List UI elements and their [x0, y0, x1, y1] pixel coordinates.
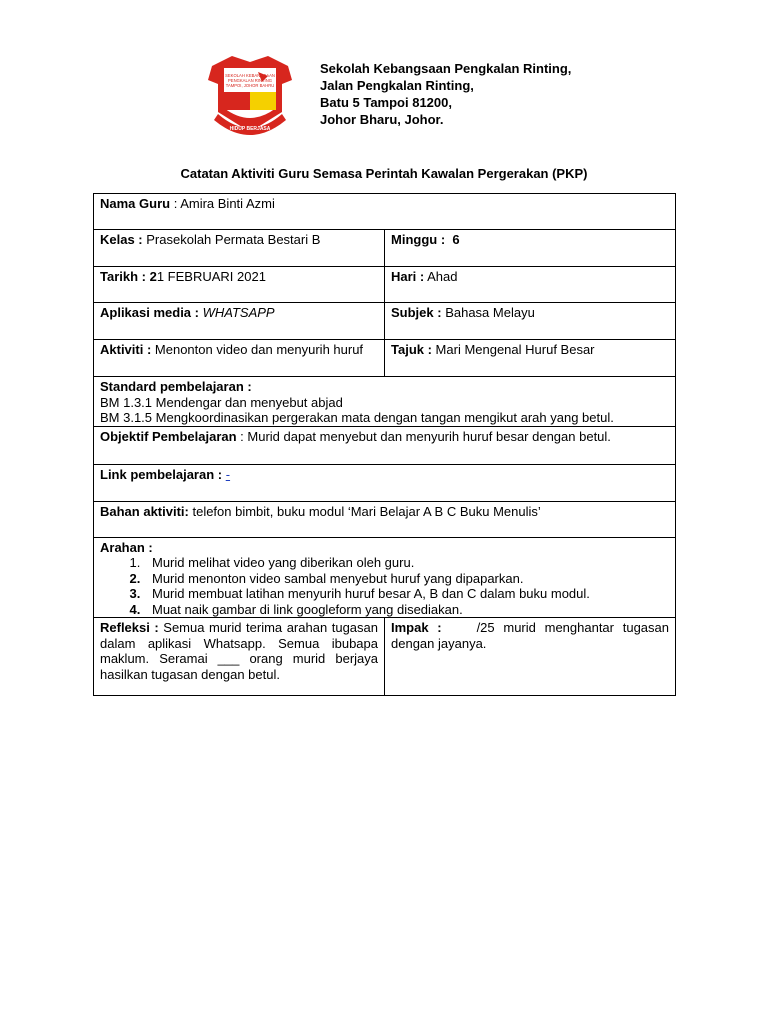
tajuk-cell: [385, 340, 676, 377]
nama-guru-sep: :: [170, 196, 181, 211]
link-cell: [94, 464, 676, 501]
nama-guru-value: Amira Binti Azmi: [180, 196, 275, 211]
minggu-cell: [385, 230, 676, 267]
refleksi-cell: [94, 618, 385, 696]
logo-motto: HIDUP BERJASA: [229, 126, 271, 132]
minggu-label: Minggu : 6: [391, 232, 460, 247]
impak-label: Impak :: [391, 620, 442, 635]
aplikasi-cell: [94, 303, 385, 340]
arahan-label: Arahan :: [100, 539, 153, 555]
nama-guru-cell: [94, 194, 676, 230]
hari-label: Hari :: [391, 269, 425, 284]
arahan-item: 4. Muat naik gambar di link googleform yang disediakan.: [144, 602, 669, 618]
tarikh-value: 1 FEBRUARI 2021: [156, 269, 266, 284]
tajuk-label: Tajuk :: [391, 342, 432, 357]
standard-label: Standard pembelajaran :: [100, 379, 252, 394]
standard-line: BM 1.3.1 Mendengar dan menyebut abjad: [100, 394, 343, 410]
standard-line: BM 3.1.5 Mengkoordinasikan pergerakan mata dengan tangan mengikut arah yang betul.: [100, 410, 614, 425]
impak-value: /25 murid menghantar tugasan dengan jayanya.: [391, 620, 673, 651]
school-logo: [202, 50, 298, 138]
kelas-cell: [94, 230, 385, 267]
arahan-item: 1. Murid melihat video yang diberikan oleh guru.: [144, 555, 669, 571]
subjek-value: Bahasa Melayu: [441, 305, 535, 320]
subjek-label: Subjek :: [391, 305, 442, 320]
address-line: Jalan Pengkalan Rinting,: [320, 78, 474, 93]
standard-cell: [94, 377, 676, 427]
school-address: [320, 60, 571, 128]
aplikasi-label: Aplikasi media :: [100, 305, 199, 320]
hari-value: Ahad: [424, 269, 458, 284]
arahan-item: 3. Murid membuat latihan menyurih huruf besar A, B dan C dalam buku modul.: [144, 586, 669, 602]
aktiviti-label: Aktiviti :: [100, 342, 152, 357]
link-pembelajaran[interactable]: -: [225, 466, 231, 482]
kelas-value: Prasekolah Permata Bestari B: [142, 232, 321, 247]
aktiviti-cell: [94, 340, 385, 377]
refleksi-label: Refleksi :: [100, 620, 159, 635]
objektif-cell: [94, 426, 676, 464]
logo-text-3: TAMPOI, JOHOR BAHRU: [225, 83, 275, 88]
address-line: Batu 5 Tampoi 81200,: [320, 95, 452, 110]
document-title: Catatan Aktiviti Guru Semasa Perintah Kawalan Pergerakan (PKP): [180, 166, 588, 181]
arahan-item: 2. Murid menonton video sambal menyebut huruf yang dipaparkan.: [144, 571, 669, 587]
tarikh-label: Tarikh : 2: [100, 269, 157, 284]
objektif-label: Objektif Pembelajaran: [100, 428, 237, 444]
bahan-value: telefon bimbit, buku modul ‘Mari Belajar A B C Buku Menulis’: [188, 503, 541, 519]
objektif-value: : Murid dapat menyebut dan menyurih huruf besar dengan betul.: [236, 428, 611, 444]
logo-text-2: PENGKALAN RINTING: [228, 78, 272, 83]
refleksi-value: Semua murid terima arahan tugasan dalam aplikasi Whatsapp. Semua ibubapa maklum. Seramai ___ orang murid berjaya hasilkan tugasan dengan betul.: [100, 620, 378, 682]
impak-cell: [385, 618, 676, 696]
bahan-label: Bahan aktiviti:: [100, 503, 189, 519]
tarikh-cell: [94, 267, 385, 303]
activity-form: [93, 193, 676, 696]
link-label: Link pembelajaran :: [100, 466, 223, 482]
aktiviti-value: Menonton video dan menyurih huruf: [151, 342, 364, 357]
kelas-label: Kelas :: [100, 232, 143, 247]
address-line: Johor Bharu, Johor.: [320, 112, 444, 127]
logo-text-1: SEKOLAH KEBANGSAAN: [225, 73, 275, 78]
arahan-list: [100, 555, 669, 617]
subjek-cell: [385, 303, 676, 340]
bahan-cell: [94, 501, 676, 537]
hari-cell: [385, 267, 676, 303]
arahan-cell: [94, 537, 676, 618]
tajuk-value: Mari Mengenal Huruf Besar: [431, 342, 595, 357]
address-line: Sekolah Kebangsaan Pengkalan Rinting,: [320, 61, 572, 76]
aplikasi-value: WHATSAPP: [198, 305, 275, 320]
nama-guru-label: Nama Guru: [100, 196, 171, 211]
